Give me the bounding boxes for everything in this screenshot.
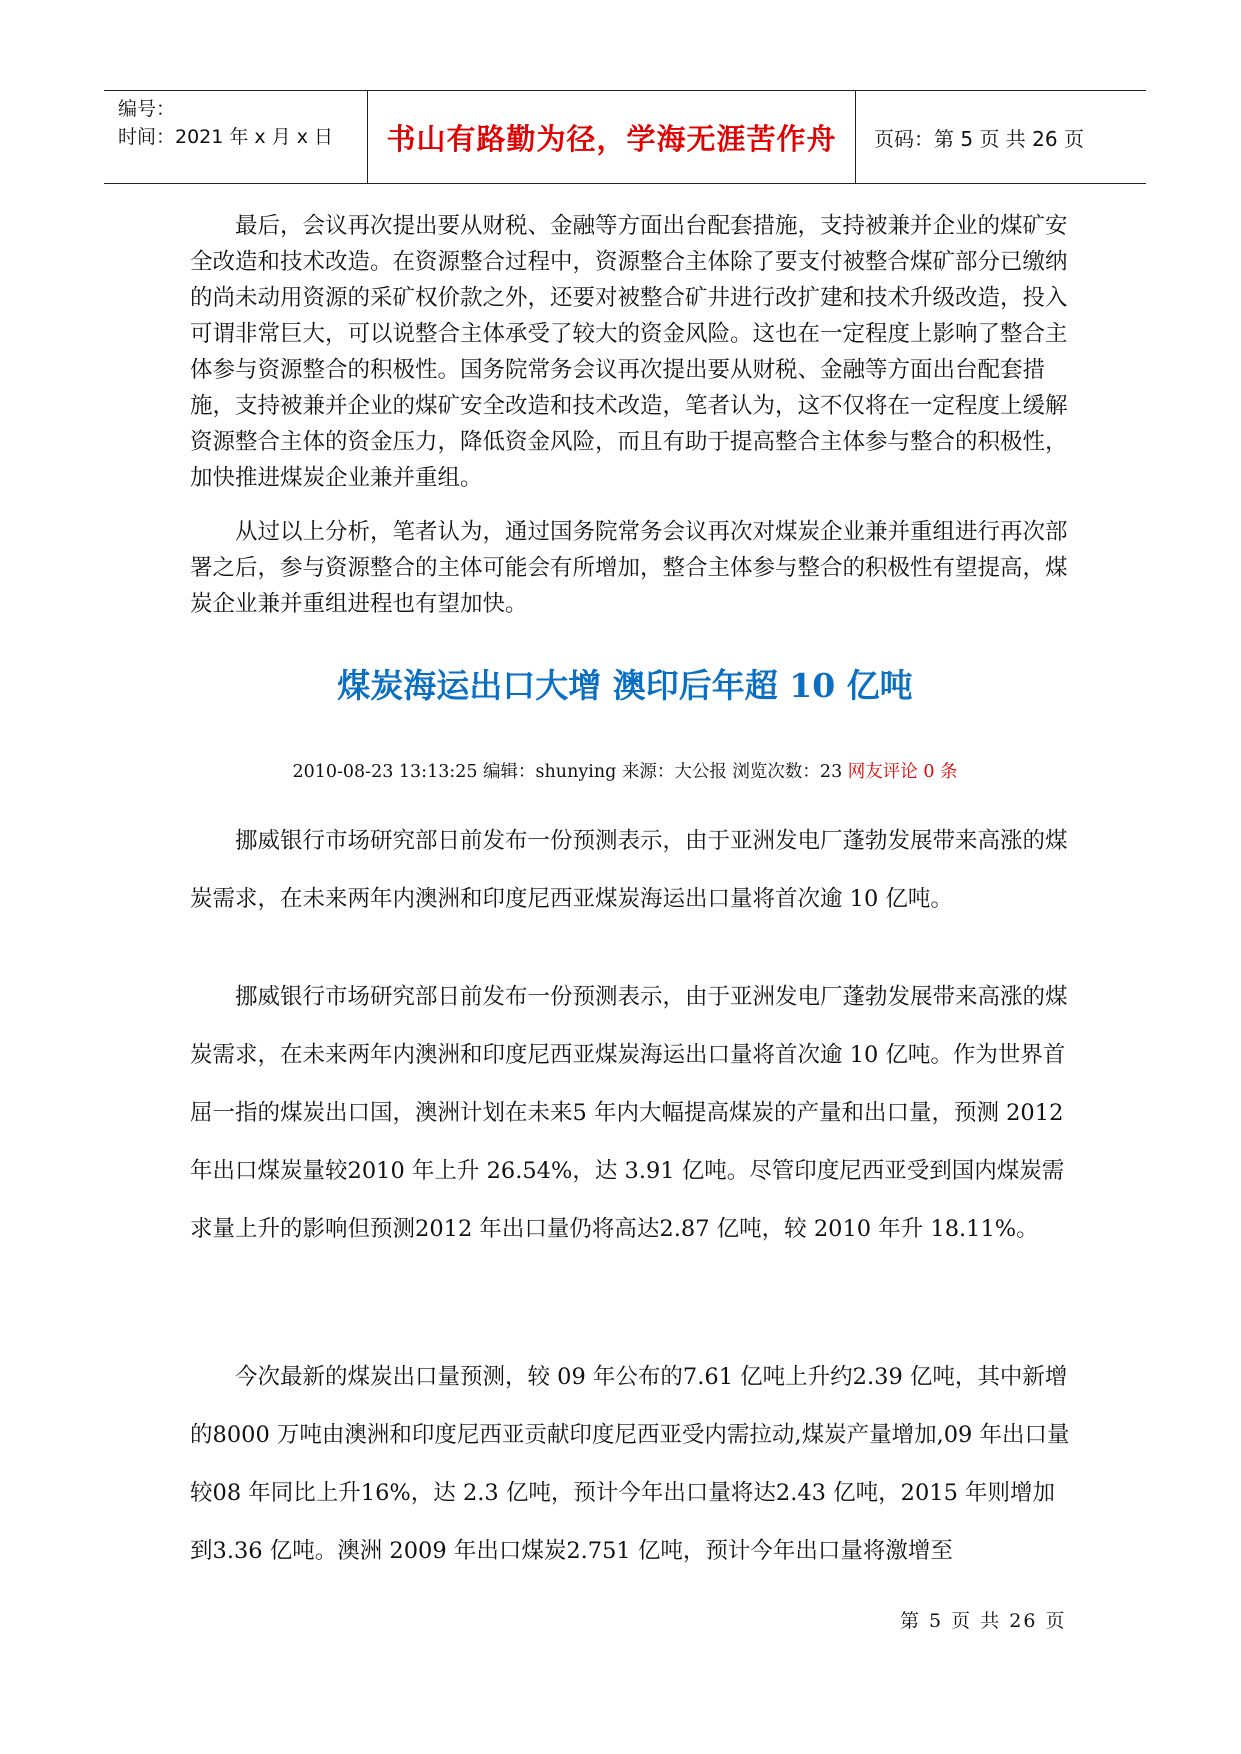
article2-summary: 挪威银行市场研究部日前发布一份预测表示，由于亚洲发电厂蓬勃发展带来高涨的煤炭需求，在未来两年内澳洲和印度尼西亚煤炭海运出口量将首次逾 10 亿吨。 bbox=[190, 828, 1068, 912]
article-meta-text: 2010-08-23 13:13:25 编辑：shunying 来源：大公报 浏览次数：23 bbox=[292, 762, 843, 782]
header-page bbox=[856, 91, 1146, 183]
article2-paragraph-2: 今次最新的煤炭出口量预测，较 09 年公布的7.61 亿吨上升约2.39 亿吨，其中新增的8000 万吨由澳洲和印度尼西亚贡献印度尼西亚受内需拉动,煤炭产量增加,09 年出口量较08 年同比上升16%，达 2.3 亿吨，预计今年出口量将达2.43 亿吨，2015 年则增加到3.36 亿吨。澳洲 2009 年出口煤炭2.751 亿吨，预计今年出口量将激增至 bbox=[190, 1364, 1070, 1564]
article2-title: 煤炭海运出口大增 澳印后年超 10 亿吨 bbox=[337, 666, 913, 705]
time-label: 时间：2021 年 x 月 x 日 bbox=[118, 126, 334, 148]
number-label: 编号： bbox=[118, 98, 176, 120]
header-motto bbox=[368, 91, 856, 183]
article1-paragraph-1: 最后，会议再次提出要从财税、金融等方面出台配套措施，支持被兼并企业的煤矿安全改造和技术改造。在资源整合过程中，资源整合主体除了要支付被整合煤矿部分已缴纳的尚未动用资源的采矿权价款之外，还要对被整合矿井进行改扩建和技术升级改造，投入可谓非常巨大，可以说整合主体承受了较大的资金风险。这也在一定程度上影响了整合主体参与资源整合的积极性。国务院常务会议再次提出要从财税、金融等方面出台配套措施，支持被兼并企业的煤矿安全改造和技术改造，笔者认为，这不仅将在一定程度上缓解资源整合主体的资金压力，降低资金风险，而且有助于提高整合主体参与整合的积极性，加快推进煤炭企业兼并重组。 bbox=[190, 213, 1068, 491]
article2-body-1 bbox=[190, 968, 1070, 1258]
motto-text: 书山有路勤为径，学海无涯苦作舟 bbox=[386, 121, 837, 156]
article1-paragraph-2: 从过以上分析，笔者认为，通过国务院常务会议再次对煤炭企业兼并重组进行再次部署之后，参与资源整合的主体可能会有所增加，整合主体参与整合的积极性有望提高，煤炭企业兼并重组进程也有望加快。 bbox=[190, 519, 1068, 617]
article2-paragraph-1: 挪威银行市场研究部日前发布一份预测表示，由于亚洲发电厂蓬勃发展带来高涨的煤炭需求，在未来两年内澳洲和印度尼西亚煤炭海运出口量将首次逾 10 亿吨。作为世界首屈一指的煤炭出口国，澳洲计划在未来5 年内大幅提高煤炭的产量和出口量，预测 2012 年出口煤炭量较2010 年上升 26.54%，达 3.91 亿吨。尽管印度尼西亚受到国内煤炭需求量上升的影响但预测2012 年出口量仍将高达2.87 亿吨，较 2010 年升 18.11%。 bbox=[190, 984, 1068, 1242]
article1-body bbox=[190, 208, 1070, 622]
header-info bbox=[104, 91, 368, 183]
page-footer: 第 5 页 共 26 页 bbox=[900, 1610, 1067, 1632]
page-header bbox=[104, 90, 1146, 184]
comment-link[interactable]: 网友评论 0 条 bbox=[847, 762, 958, 782]
article2-body-2 bbox=[190, 1348, 1070, 1580]
article2-summary-block bbox=[190, 812, 1070, 928]
page-label: 页码：第 5 页 共 26 页 bbox=[874, 126, 1084, 151]
article2-meta bbox=[104, 758, 1146, 783]
